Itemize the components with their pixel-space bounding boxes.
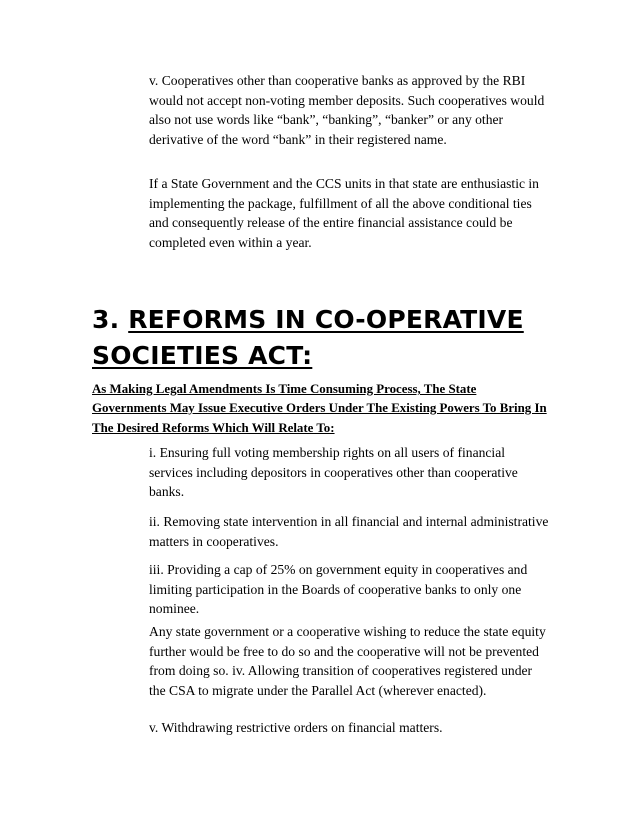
list-item-state-intervention: ii. Removing state intervention in all financial and internal administrative matters in cooperatives. <box>149 514 549 549</box>
list-item-voting-rights: i. Ensuring full voting membership rights on all users of financial services including depositors in cooperatives other than cooperative banks. <box>149 445 518 500</box>
list-item-equity-cap: iii. Providing a cap of 25% on government equity in cooperatives and limiting participation in the Boards of cooperative banks to only one nominee. <box>149 562 528 617</box>
paragraph-cooperatives-deposits: v. Cooperatives other than cooperative banks as approved by the RBI would not accept non-voting member deposits. Such cooperatives would also not use words like “bank”, “banking”, “banker” or any other derivative of the word “bank” in their registered name. <box>149 73 545 147</box>
list-item-restrictive-orders: v. Withdrawing restrictive orders on financial matters. <box>149 720 443 735</box>
section-number: 3. <box>92 305 129 334</box>
section-title: REFORMS IN CO-OPERATIVE SOCIETIES ACT: <box>92 305 524 370</box>
section-subheading: As Making Legal Amendments Is Time Consuming Process, The State Governments May Issue Executive Orders Under The Existing Powers To Bring In The Desired Reforms Which Will Relate To: <box>92 382 547 435</box>
paragraph-state-government-package: If a State Government and the CCS units in that state are enthusiastic in implementing the package, fulfillment of all the above conditional ties and consequently release of the entire financial assistance could be completed even within a year. <box>149 176 539 250</box>
paragraph-state-equity-transition: Any state government or a cooperative wishing to reduce the state equity further would be free to do so and the cooperative will not be prevented from doing so. iv. Allowing transition of cooperatives registered under the CSA to migrate under the Parallel Act (wherever enacted). <box>149 624 546 698</box>
section-heading <box>92 302 592 374</box>
